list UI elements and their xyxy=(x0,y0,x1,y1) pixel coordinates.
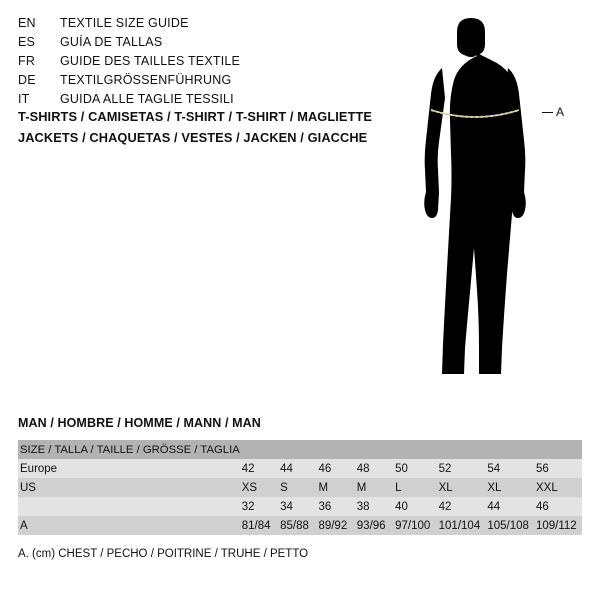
language-row xyxy=(18,35,368,54)
measure-label-a: A xyxy=(556,105,565,119)
language-code: FR xyxy=(18,54,36,68)
language-code: EN xyxy=(18,16,36,30)
language-title: GUIDA ALLE TAGLIE TESSILI xyxy=(60,92,234,106)
row-cell: 34 xyxy=(278,497,316,516)
row-label: US xyxy=(18,478,240,497)
table-row xyxy=(18,459,582,478)
table-header-blank xyxy=(278,440,316,459)
row-cell: 109/112 xyxy=(534,516,582,535)
table-header-label: SIZE / TALLA / TAILLE / GRÖSSE / TAGLIA xyxy=(18,440,240,459)
language-code: ES xyxy=(18,35,36,49)
table-header-blank xyxy=(437,440,486,459)
table-row xyxy=(18,497,582,516)
garment-jackets: JACKETS / CHAQUETAS / VESTES / JACKEN / GIACCHE xyxy=(18,130,368,145)
row-cell: XL xyxy=(437,478,486,497)
language-row xyxy=(18,73,368,92)
row-cell: 56 xyxy=(534,459,582,478)
row-cell: 44 xyxy=(485,497,534,516)
row-cell: 89/92 xyxy=(316,516,354,535)
row-cell: 50 xyxy=(393,459,437,478)
row-cell: XXL xyxy=(534,478,582,497)
row-cell: 42 xyxy=(240,459,278,478)
row-cell: 52 xyxy=(437,459,486,478)
row-cell: 105/108 xyxy=(485,516,534,535)
row-cell: 81/84 xyxy=(240,516,278,535)
language-title: GUIDE DES TAILLES TEXTILE xyxy=(60,54,241,68)
row-cell: 46 xyxy=(316,459,354,478)
row-cell: XS xyxy=(240,478,278,497)
row-cell: 93/96 xyxy=(355,516,393,535)
garment-type-list xyxy=(18,109,378,151)
language-title: GUÍA DE TALLAS xyxy=(60,35,163,49)
language-row xyxy=(18,54,368,73)
table-header-blank xyxy=(355,440,393,459)
table-header-blank xyxy=(316,440,354,459)
table-footnote: A. (cm) CHEST / PECHO / POITRINE / TRUHE / PETTO xyxy=(18,548,309,560)
row-cell: 44 xyxy=(278,459,316,478)
table-header-blank xyxy=(534,440,582,459)
silhouette-shape xyxy=(424,18,526,374)
language-title: TEXTILE SIZE GUIDE xyxy=(60,16,189,30)
table-row xyxy=(18,516,582,535)
language-list xyxy=(18,16,368,111)
row-label: Europe xyxy=(18,459,240,478)
row-cell: 40 xyxy=(393,497,437,516)
row-label xyxy=(18,497,240,516)
table-header-blank xyxy=(485,440,534,459)
row-cell: L xyxy=(393,478,437,497)
language-title: TEXTILGRÖSSENFÜHRUNG xyxy=(60,73,232,87)
table-section-title: MAN / HOMBRE / HOMME / MANN / MAN xyxy=(18,416,261,430)
table-header-blank xyxy=(240,440,278,459)
row-cell: 32 xyxy=(240,497,278,516)
garment-tshirts: T-SHIRTS / CAMISETAS / T-SHIRT / T-SHIRT / MAGLIETTE xyxy=(18,109,373,124)
row-cell: 54 xyxy=(485,459,534,478)
row-label: A xyxy=(18,516,240,535)
size-table xyxy=(18,440,582,535)
row-cell: 101/104 xyxy=(437,516,486,535)
row-cell: 36 xyxy=(316,497,354,516)
row-cell: 42 xyxy=(437,497,486,516)
table-header-row xyxy=(18,440,582,459)
language-code: DE xyxy=(18,73,36,87)
row-cell: 46 xyxy=(534,497,582,516)
row-cell: S xyxy=(278,478,316,497)
row-cell: 48 xyxy=(355,459,393,478)
table-row xyxy=(18,478,582,497)
body-silhouette xyxy=(400,10,600,410)
language-row xyxy=(18,16,368,35)
row-cell: M xyxy=(355,478,393,497)
row-cell: 38 xyxy=(355,497,393,516)
language-code: IT xyxy=(18,92,30,106)
measure-leader-line xyxy=(542,112,553,113)
row-cell: 97/100 xyxy=(393,516,437,535)
row-cell: 85/88 xyxy=(278,516,316,535)
row-cell: XL xyxy=(485,478,534,497)
row-cell: M xyxy=(316,478,354,497)
table-header-blank xyxy=(393,440,437,459)
